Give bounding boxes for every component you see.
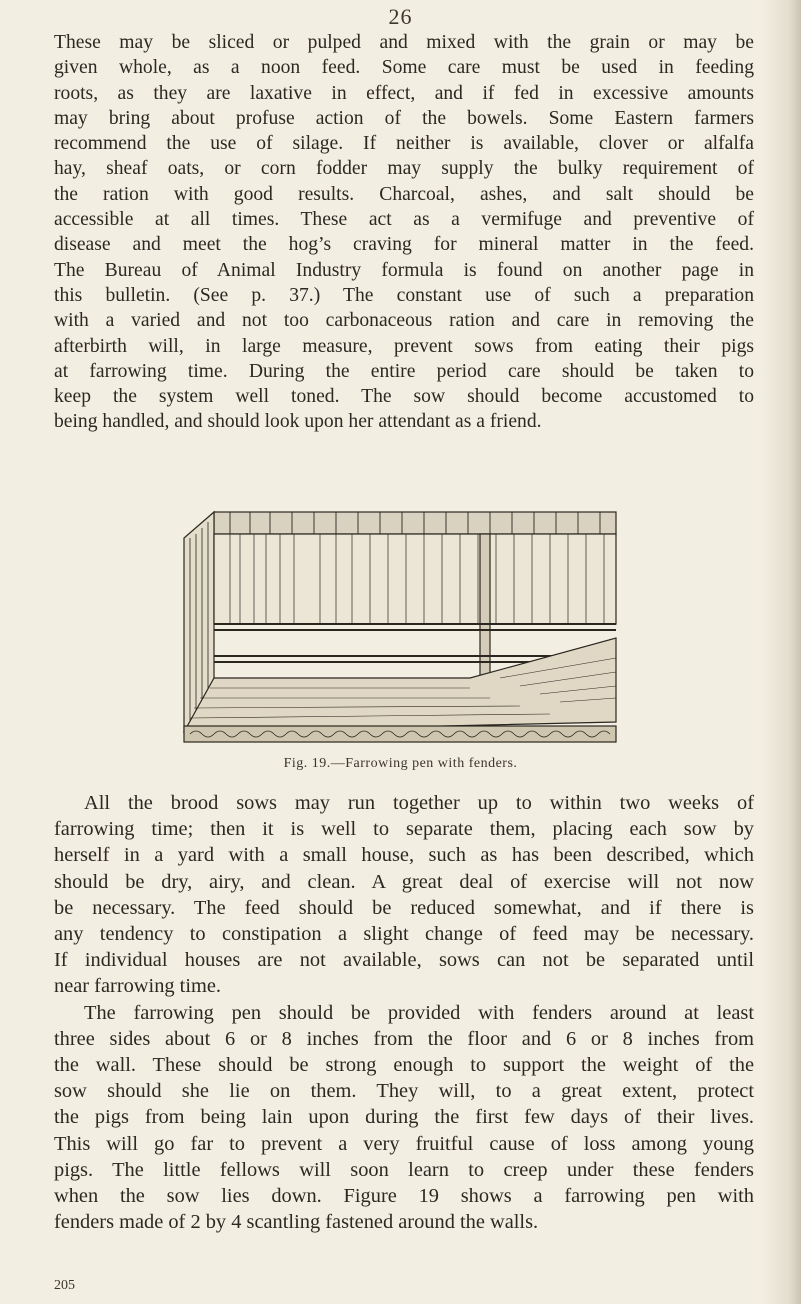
text-line: hay, sheaf oats, or corn fodder may supply the bulky requirement of [54, 158, 754, 180]
text-line: near farrowing time. [54, 975, 222, 998]
text-line: given whole, as a noon feed. Some care must be used in feeding [54, 57, 754, 79]
figure-caption: Fig. 19.—Farrowing pen with fenders. [283, 756, 518, 771]
text-line: herself in a yard with a small house, such as has been described, which [54, 844, 754, 867]
text-line: at farrowing time. During the entire period care should be taken to [54, 360, 754, 382]
text-line: with a varied and not too carbonaceous ration and care in removing the [54, 310, 754, 332]
text-line: being handled, and should look upon her attendant as a friend. [54, 411, 542, 433]
text-line: three sides about 6 or 8 inches from the floor and 6 or 8 inches from [54, 1027, 754, 1050]
text-line: sow should she lie on them. They will, to a great extent, protect [54, 1080, 754, 1103]
footer-number: 205 [54, 1278, 75, 1293]
text-line: the pigs from being lain upon during the first few days of their lives. [54, 1106, 754, 1129]
paragraph-1 [54, 30, 754, 435]
paragraph-2 [54, 790, 754, 1235]
text-line: may bring about profuse action of the bowels. Some Eastern farmers [54, 107, 754, 129]
farrowing-pen-illustration [170, 508, 622, 748]
text-line: be necessary. The feed should be reduced somewhat, and if there is [54, 896, 754, 919]
text-line: The Bureau of Animal Industry formula is found on another page in [54, 259, 754, 281]
text-line: accessible at all times. These act as a vermifuge and preventive of [54, 209, 754, 231]
page-number: 26 [388, 4, 413, 29]
text-line: keep the system well toned. The sow should become accustomed to [54, 386, 754, 408]
text-line: the ration with good results. Charcoal, ashes, and salt should be [54, 183, 754, 205]
text-line: roots, as they are laxative in effect, and if fed in excessive amounts [54, 82, 754, 104]
text-line: The farrowing pen should be provided with fenders around at least [84, 1001, 754, 1024]
text-line: If individual houses are not available, sows can not be separated until [54, 949, 754, 972]
text-line: disease and meet the hog’s craving for mineral matter in the feed. [54, 234, 754, 256]
text-line: These may be sliced or pulped and mixed with the grain or may be [54, 32, 754, 53]
text-line: afterbirth will, in large measure, prevent sows from eating their pigs [54, 335, 754, 357]
text-line: recommend the use of silage. If neither is available, clover or alfalfa [54, 133, 754, 155]
text-line: should be dry, airy, and clean. A great deal of exercise will not now [54, 870, 754, 893]
text-line: when the sow lies down. Figure 19 shows a farrowing pen with [54, 1185, 754, 1208]
text-line: All the brood sows may run together up to within two weeks of [84, 792, 754, 814]
text-line: the wall. These should be strong enough to support the weight of the [54, 1054, 754, 1077]
text-line: fenders made of 2 by 4 scantling fastened around the walls. [54, 1211, 539, 1234]
text-line: pigs. The little fellows will soon learn to creep under these fenders [54, 1158, 754, 1181]
text-line: farrowing time; then it is well to separate them, placing each sow by [54, 818, 754, 841]
text-line: this bulletin. (See p. 37.) The constant use of such a preparation [54, 284, 754, 306]
text-line: This will go far to prevent a very fruitful cause of loss among young [54, 1132, 754, 1155]
text-line: any tendency to constipation a slight change of feed may be necessary. [54, 923, 754, 946]
page-edge-shadow [761, 0, 801, 1304]
